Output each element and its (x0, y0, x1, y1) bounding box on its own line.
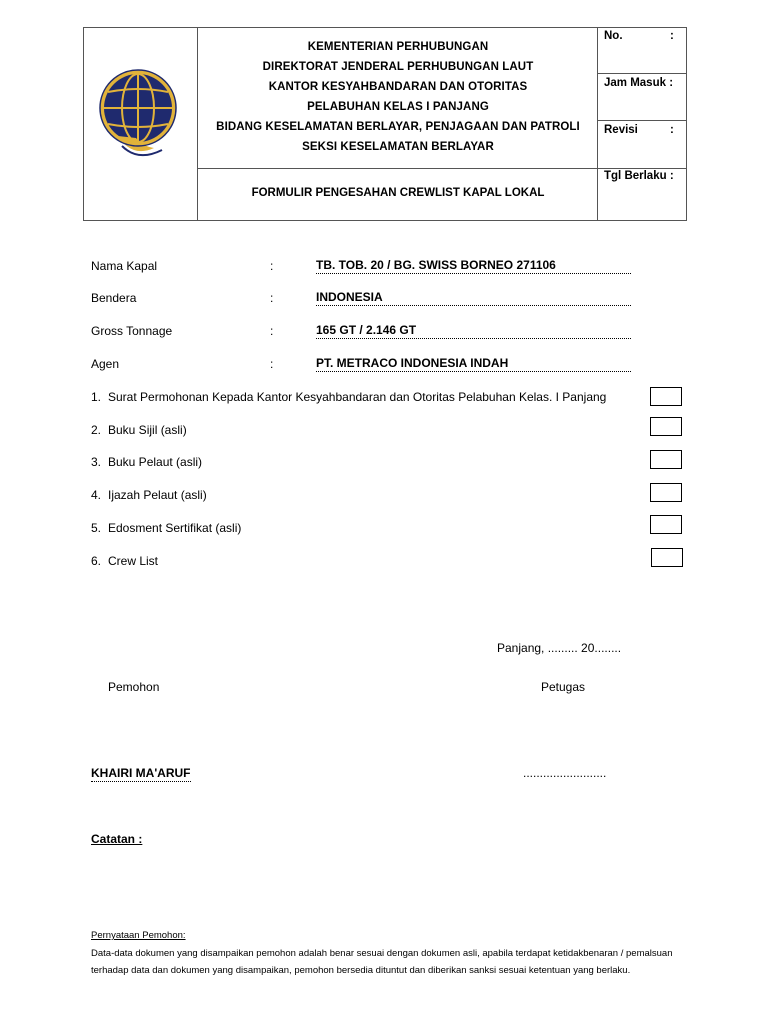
header-divider (197, 168, 686, 169)
officer-name: ......................... (523, 766, 607, 780)
field-value-bendera: INDONESIA (316, 290, 631, 306)
checklist-checkbox[interactable] (651, 548, 683, 567)
checklist-item (91, 554, 158, 568)
applicant-name: KHAIRI MA'ARUF (91, 766, 191, 780)
place-date: Panjang, ......... 20........ (497, 641, 622, 655)
header-line: SEKSI KESELAMATAN BERLAYAR (302, 141, 494, 153)
field-value-nama-kapal: TB. TOB. 20 / BG. SWISS BORNEO 271106 (316, 258, 631, 274)
statement-body: Data-data dokumen yang disampaikan pemohon adalah benar sesuai dengan dokumen asli, apabila terdapat ketidakbenaran / pemalsuan terhadap data dan dokumen yang disampaikan, pemohon bersedia dituntut dan diberikan sanksi sesuai ketentuan yang berlaku. (91, 948, 673, 976)
checklist-text: Surat Permohonan Kepada Kantor Kesyahbandaran dan Otoritas Pelabuhan Kelas. I Panjang (108, 390, 607, 404)
header-line: DIREKTORAT JENDERAL PERHUBUNGAN LAUT (262, 61, 534, 73)
checklist-item (91, 423, 187, 437)
field-label-bendera: Bendera (91, 291, 137, 305)
field-colon: : (270, 357, 274, 371)
field-value-agen: PT. METRACO INDONESIA INDAH (316, 356, 631, 372)
field-colon: : (270, 324, 274, 338)
checklist-checkbox[interactable] (650, 450, 682, 469)
field-label-gross-tonnage: Gross Tonnage (91, 324, 173, 338)
form-title: FORMULIR PENGESAHAN CREWLIST KAPAL LOKAL (251, 187, 545, 199)
checklist-text: Buku Pelaut (asli) (108, 455, 203, 469)
statement-title: Pernyataan Pemohon: (91, 930, 186, 941)
checklist-checkbox[interactable] (650, 483, 682, 502)
header-divider (197, 28, 198, 220)
checklist-item (91, 455, 202, 469)
revisi-label: Revisi (604, 124, 638, 136)
field-label-agen: Agen (91, 357, 120, 371)
checklist-item (91, 521, 241, 535)
officer-label: Petugas (541, 680, 586, 694)
checklist-checkbox[interactable] (650, 387, 682, 406)
checklist-number: 5. (91, 521, 102, 535)
checklist-number: 6. (91, 554, 102, 568)
checklist-text: Crew List (108, 554, 159, 568)
checklist-item (91, 488, 207, 502)
field-colon: : (270, 259, 274, 273)
checklist-number: 2. (91, 423, 102, 437)
checklist-text: Buku Sijil (asli) (108, 423, 187, 437)
no-colon: : (670, 30, 674, 42)
checklist-number: 1. (91, 390, 102, 404)
header-divider (597, 73, 686, 74)
field-label-nama-kapal: Nama Kapal (91, 259, 158, 273)
header-line: KEMENTERIAN PERHUBUNGAN (307, 41, 489, 53)
header-line: PELABUHAN KELAS I PANJANG (307, 101, 489, 113)
jam-masuk-label: Jam Masuk : (604, 77, 674, 89)
checklist-number: 3. (91, 455, 102, 469)
notes-label: Catatan : (91, 832, 143, 846)
checklist-item (91, 390, 606, 404)
checklist-checkbox[interactable] (650, 515, 682, 534)
header-divider (597, 120, 686, 121)
header-line: BIDANG KESELAMATAN BERLAYAR, PENJAGAAN DAN PATROLI (216, 121, 580, 133)
no-label: No. (604, 30, 623, 42)
checklist-checkbox[interactable] (650, 417, 682, 436)
checklist-text: Ijazah Pelaut (asli) (108, 488, 207, 502)
applicant-label: Pemohon (108, 680, 160, 694)
checklist-text: Edosment Sertifikat (asli) (108, 521, 242, 535)
header-line: KANTOR KESYAHBANDARAN DAN OTORITAS (268, 81, 528, 93)
ministry-emblem-icon (92, 62, 184, 167)
field-value-gross-tonnage: 165 GT / 2.146 GT (316, 323, 631, 339)
header-divider (597, 28, 598, 220)
checklist-number: 4. (91, 488, 102, 502)
tgl-berlaku-label: Tgl Berlaku : (604, 170, 674, 182)
revisi-colon: : (670, 124, 674, 136)
field-colon: : (270, 291, 274, 305)
